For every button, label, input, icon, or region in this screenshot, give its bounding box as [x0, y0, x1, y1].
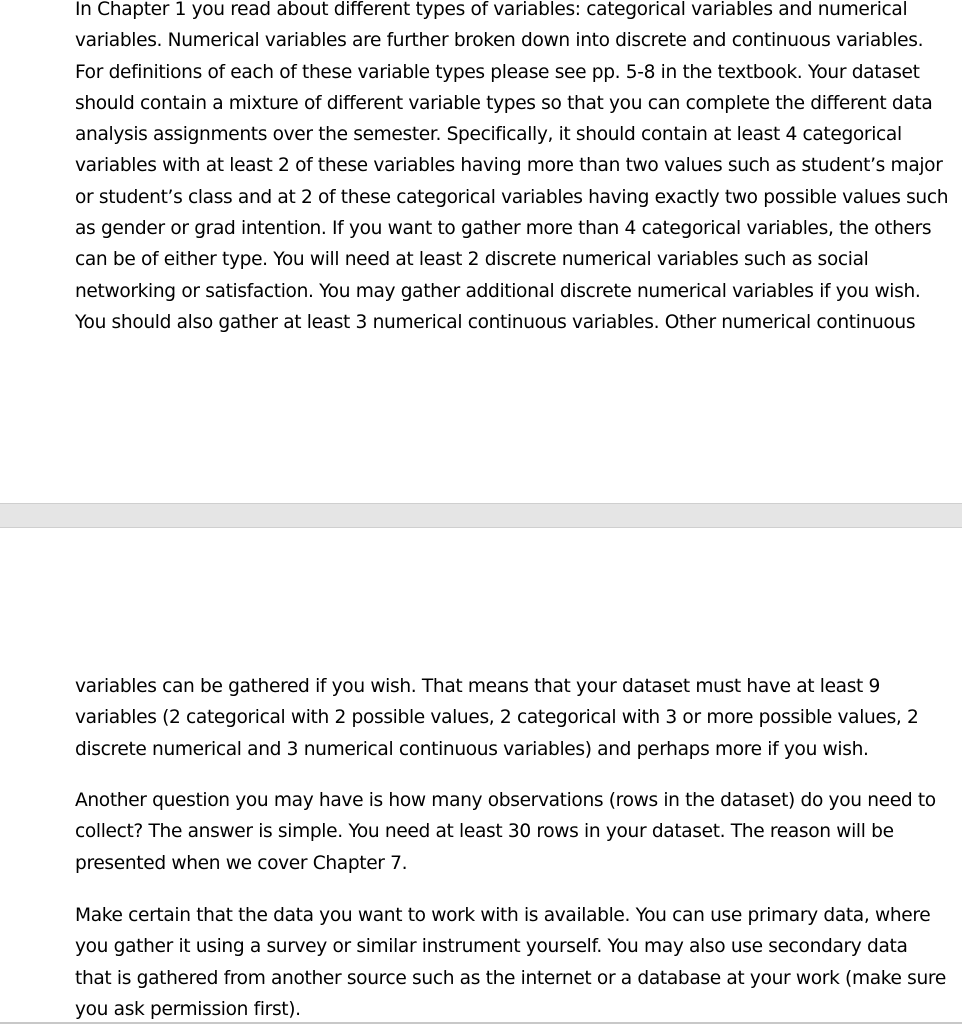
text-line: variables. Numerical variables are further broken down into discrete and continuous variables. — [75, 30, 924, 52]
paragraph — [75, 671, 955, 765]
text-line: variables can be gathered if you wish. That means that your dataset must have at least 9 — [75, 676, 881, 697]
text-line: can be of either type. You will need at least 2 discrete numerical variables such as social — [75, 249, 869, 271]
text-line: discrete numerical and 3 numerical continuous variables) and perhaps more if you wish. — [75, 738, 869, 760]
text-line: variables with at least 2 of these variables having more than two values such as student’s major — [75, 155, 943, 177]
text-line: variables (2 categorical with 2 possible values, 2 categorical with 3 or more possible values, 2 — [75, 707, 919, 729]
paragraph — [75, 785, 955, 879]
text-line: should contain a mixture of different variable types so that you can complete the different data — [75, 92, 933, 114]
document-page-1 — [0, 0, 962, 503]
document-page-2 — [0, 528, 962, 1024]
text-line: you gather it using a survey or similar instrument yourself. You may also use secondary data — [75, 936, 908, 958]
text-line: that is gathered from another source such as the internet or a database at your work (make sure — [75, 967, 946, 989]
text-line: networking or satisfaction. You may gather additional discrete numerical variables if you wish. — [75, 280, 921, 302]
text-line: collect? The answer is simple. You need at least 30 rows in your dataset. The reason will be — [75, 821, 894, 843]
text-line: Another question you may have is how many observations (rows in the dataset) do you need to — [75, 790, 936, 811]
paragraph — [75, 0, 955, 338]
text-line: For definitions of each of these variable types please see pp. 5-8 in the textbook. Your dataset — [75, 61, 920, 83]
paragraph — [75, 900, 955, 1024]
text-line: analysis assignments over the semester. Specifically, it should contain at least 4 categorical — [75, 124, 902, 146]
text-line: you ask permission first). — [75, 998, 301, 1020]
page-break-separator — [0, 503, 962, 528]
text-line: or student’s class and at 2 of these categorical variables having exactly two possible values such — [75, 186, 949, 208]
text-line: In Chapter 1 you read about different types of variables: categorical variables and numerical — [75, 0, 908, 20]
text-line: Make certain that the data you want to work with is available. You can use primary data, where — [75, 905, 931, 926]
text-line: You should also gather at least 3 numerical continuous variables. Other numerical continuous — [75, 311, 916, 333]
text-line: as gender or grad intention. If you want to gather more than 4 categorical variables, the others — [75, 218, 932, 240]
text-line: presented when we cover Chapter 7. — [75, 852, 408, 874]
